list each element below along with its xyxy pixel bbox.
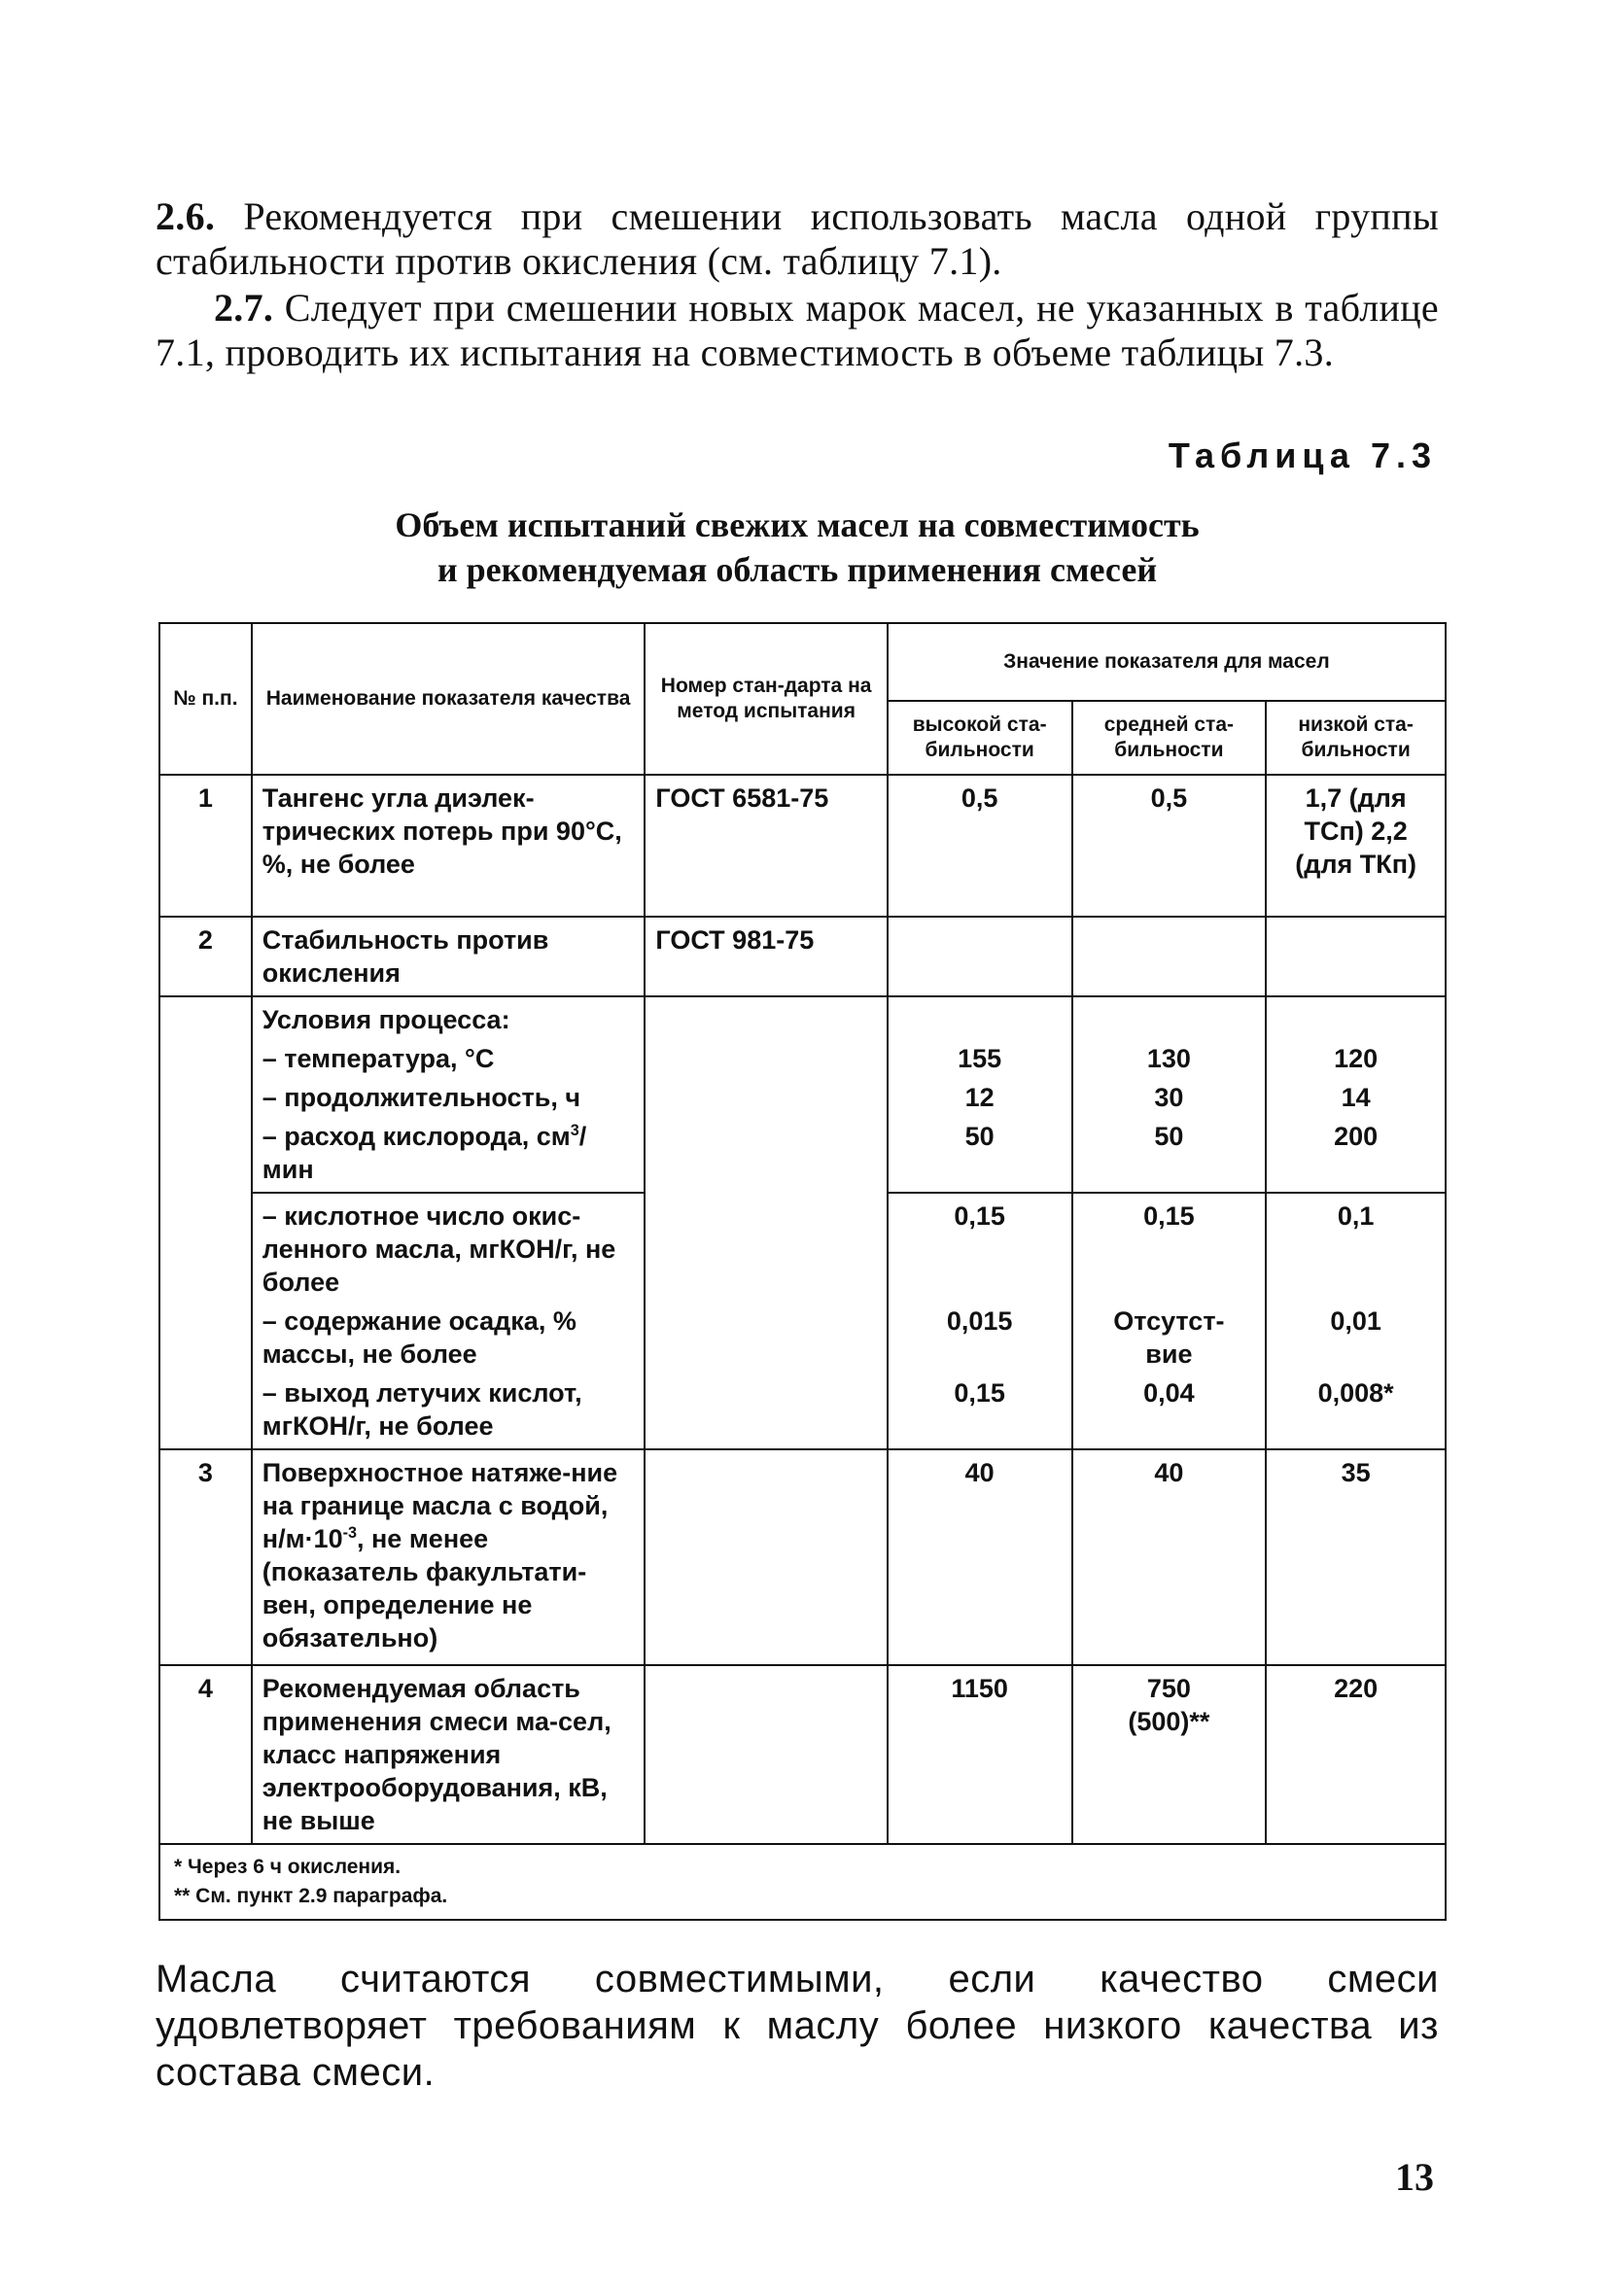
row-medium: 750 (500)** (1072, 1665, 1267, 1844)
volatile-acids-label: – выход летучих кислот, мгКОН/г, не более (262, 1378, 582, 1441)
results-cell (252, 1193, 646, 1449)
table-row (159, 775, 1446, 917)
footnote: * Через 6 ч окисления. (174, 1856, 402, 1878)
row-standard: ГОСТ 6581-75 (645, 775, 887, 917)
table-notes (159, 1844, 1446, 1920)
row-low: 220 (1266, 1665, 1446, 1844)
temperature-label: – температура, °С (262, 1044, 495, 1073)
table-row (159, 996, 1446, 1193)
table-title-line: и рекомендуемая область применения смесей (437, 550, 1158, 589)
row-medium: 0,5 (1072, 775, 1267, 917)
row-name: Стабильность против окисления (252, 917, 646, 996)
row-low: 1,7 (для ТСп) 2,2 (для ТКп) (1266, 775, 1446, 917)
conditions-header: Условия процесса: (262, 1005, 510, 1034)
row-number: 2 (159, 917, 252, 996)
conditions-medium: 130 30 50 (1072, 996, 1267, 1193)
results-high: 0,15 0,015 0,15 (888, 1193, 1072, 1449)
header-value-group: Значение показателя для масел (888, 623, 1446, 701)
header-number: № п.п. (159, 623, 252, 775)
header-medium-stability: средней ста-бильности (1072, 701, 1267, 775)
specification-table (158, 622, 1447, 1921)
results-low: 0,1 0,01 0,008* (1266, 1193, 1446, 1449)
page-number: 13 (1395, 2155, 1434, 2199)
header-standard: Номер стан-дарта на метод испытания (645, 623, 887, 775)
table-row (159, 1665, 1446, 1844)
row-number: 4 (159, 1665, 252, 1844)
header-high-stability: высокой ста-бильности (888, 701, 1072, 775)
row-standard: ГОСТ 981-75 (645, 917, 887, 996)
row-number: 1 (159, 775, 252, 917)
oxygen-label: – расход кислорода, $см^3$/мин (262, 1122, 587, 1184)
row-low: 35 (1266, 1449, 1446, 1665)
row-name: Тангенс угла диэлек-трических потерь при 90°С, %, не более (252, 775, 646, 917)
conclusion-paragraph: Масла считаются совместимыми, если качество смеси удовлетворяет требованиям к маслу более низкого качества из состава смеси. (156, 1958, 1439, 2094)
row-medium: 40 (1072, 1449, 1267, 1665)
row-high: 40 (888, 1449, 1072, 1665)
table-row (159, 1449, 1446, 1665)
row-number: 3 (159, 1449, 252, 1665)
paragraph-number: 2.6. (156, 194, 216, 238)
paragraph-text: Рекомендуется при смешении использовать масла одной группы стабильности против окисления (см. таблицу 7.1). (156, 194, 1439, 283)
paragraph-number: 2.7. (214, 286, 274, 330)
conditions-cell (252, 996, 646, 1193)
conditions-high: 155 12 50 (888, 996, 1072, 1193)
conditions-low: 120 14 200 (1266, 996, 1446, 1193)
table-title-line: Объем испытаний свежих масел на совместимость (395, 505, 1200, 544)
acid-number-label: – кислотное число окис-ленного масла, мгКОН/г, не более (262, 1201, 616, 1297)
header-name: Наименование показателя качества (252, 623, 646, 775)
footnote: ** См. пункт 2.9 параграфа. (174, 1885, 448, 1907)
results-medium: 0,15 Отсутст-вие 0,04 (1072, 1193, 1267, 1449)
table-notes-row (159, 1844, 1446, 1920)
row-high: 1150 (888, 1665, 1072, 1844)
paragraph-2-7 (156, 286, 1439, 375)
header-low-stability: низкой ста-бильности (1266, 701, 1446, 775)
paragraph-text: Следует при смешении новых марок масел, не указанных в таблице 7.1, проводить их испытания на совместимость в объеме таблицы 7.3. (156, 286, 1439, 374)
row-name: Рекомендуемая область применения смеси ма-сел, класс напряжения электрооборудования, кВ, не выше (252, 1665, 646, 1844)
sediment-label: – содержание осадка, % массы, не более (262, 1306, 576, 1369)
row-high: 0,5 (888, 775, 1072, 917)
row-name: Поверхностное натяже-ние на границе масла с водой, $н/м\cdot 10^{-3}$, не менее (показатель факультати-вен, определение не обязательно) (252, 1449, 646, 1665)
duration-label: – продолжительность, ч (262, 1083, 581, 1112)
table-row (159, 917, 1446, 996)
table-label: Таблица 7.3 (1168, 435, 1437, 475)
table-title (156, 503, 1439, 592)
paragraph-2-6 (156, 194, 1439, 284)
